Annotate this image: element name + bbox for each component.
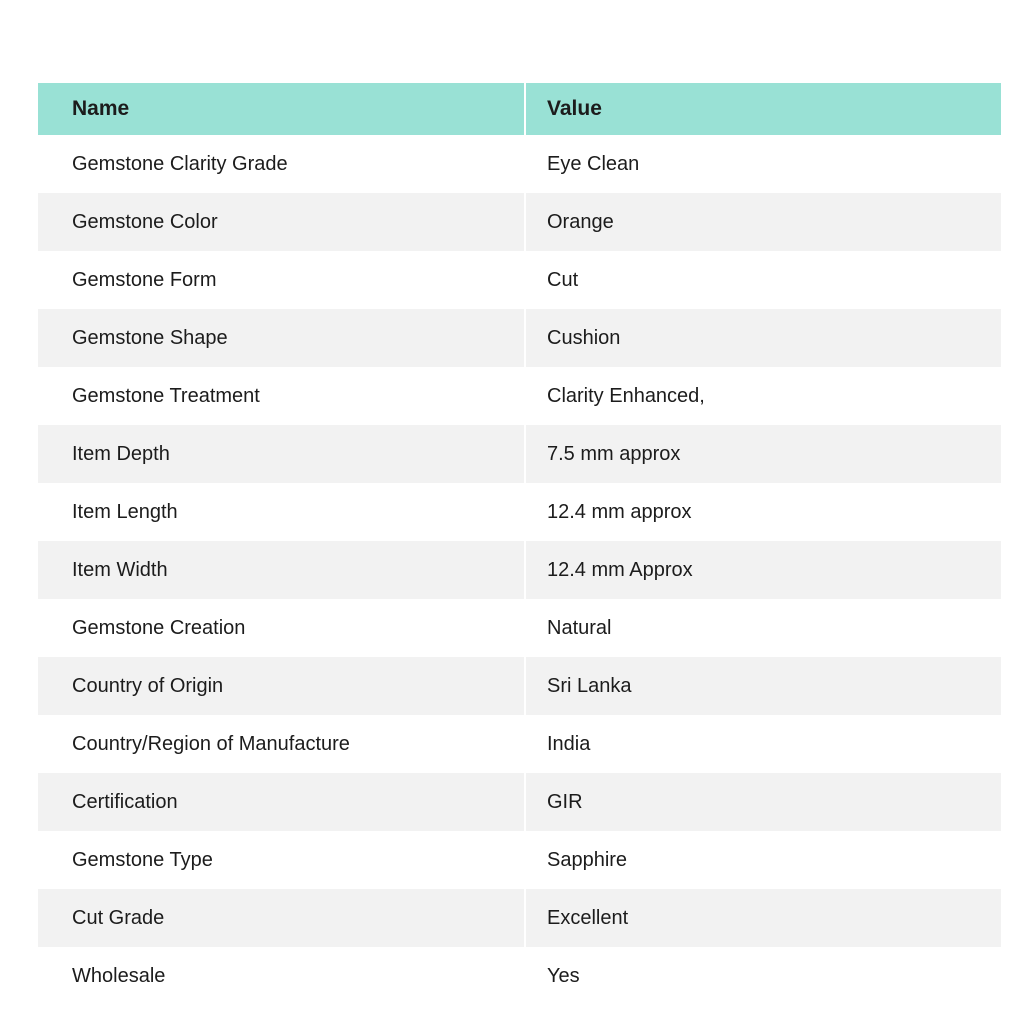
spec-value-cell: Cut bbox=[524, 251, 1001, 309]
spec-value-cell: Excellent bbox=[524, 889, 1001, 947]
spec-name-cell: Gemstone Treatment bbox=[38, 367, 524, 425]
spec-name-cell: Country of Origin bbox=[38, 657, 524, 715]
table-row bbox=[38, 715, 1001, 773]
table-row bbox=[38, 193, 1001, 251]
spec-value-cell: Yes bbox=[524, 947, 1001, 1005]
spec-name-cell: Item Length bbox=[38, 483, 524, 541]
spec-name-cell: Gemstone Color bbox=[38, 193, 524, 251]
spec-value-cell: 12.4 mm approx bbox=[524, 483, 1001, 541]
spec-value-cell: Sapphire bbox=[524, 831, 1001, 889]
table-row bbox=[38, 309, 1001, 367]
spec-name-cell: Country/Region of Manufacture bbox=[38, 715, 524, 773]
table-row bbox=[38, 599, 1001, 657]
table-row bbox=[38, 541, 1001, 599]
table-row bbox=[38, 135, 1001, 193]
spec-value-cell: Orange bbox=[524, 193, 1001, 251]
spec-table bbox=[38, 83, 1001, 1005]
table-row bbox=[38, 773, 1001, 831]
spec-value-cell: 7.5 mm approx bbox=[524, 425, 1001, 483]
column-header-name: Name bbox=[38, 83, 524, 135]
spec-value-cell: Sri Lanka bbox=[524, 657, 1001, 715]
table-row bbox=[38, 483, 1001, 541]
spec-value-cell: GIR bbox=[524, 773, 1001, 831]
column-header-value: Value bbox=[524, 83, 1001, 135]
spec-name-cell: Item Depth bbox=[38, 425, 524, 483]
spec-table-header bbox=[38, 83, 1001, 135]
table-row bbox=[38, 425, 1001, 483]
header-row bbox=[38, 83, 1001, 135]
spec-name-cell: Gemstone Creation bbox=[38, 599, 524, 657]
spec-name-cell: Item Width bbox=[38, 541, 524, 599]
table-row bbox=[38, 831, 1001, 889]
spec-value-cell: India bbox=[524, 715, 1001, 773]
table-row bbox=[38, 367, 1001, 425]
spec-name-cell: Gemstone Clarity Grade bbox=[38, 135, 524, 193]
spec-name-cell: Cut Grade bbox=[38, 889, 524, 947]
spec-name-cell: Gemstone Form bbox=[38, 251, 524, 309]
spec-table-body bbox=[38, 135, 1001, 1005]
spec-name-cell: Gemstone Type bbox=[38, 831, 524, 889]
spec-value-cell: Eye Clean bbox=[524, 135, 1001, 193]
spec-value-cell: 12.4 mm Approx bbox=[524, 541, 1001, 599]
spec-name-cell: Gemstone Shape bbox=[38, 309, 524, 367]
table-row bbox=[38, 947, 1001, 1005]
table-row bbox=[38, 657, 1001, 715]
spec-name-cell: Certification bbox=[38, 773, 524, 831]
spec-value-cell: Natural bbox=[524, 599, 1001, 657]
spec-value-cell: Clarity Enhanced, bbox=[524, 367, 1001, 425]
spec-value-cell: Cushion bbox=[524, 309, 1001, 367]
spec-name-cell: Wholesale bbox=[38, 947, 524, 1005]
table-row bbox=[38, 251, 1001, 309]
spec-table-container bbox=[38, 83, 1001, 1005]
table-row bbox=[38, 889, 1001, 947]
